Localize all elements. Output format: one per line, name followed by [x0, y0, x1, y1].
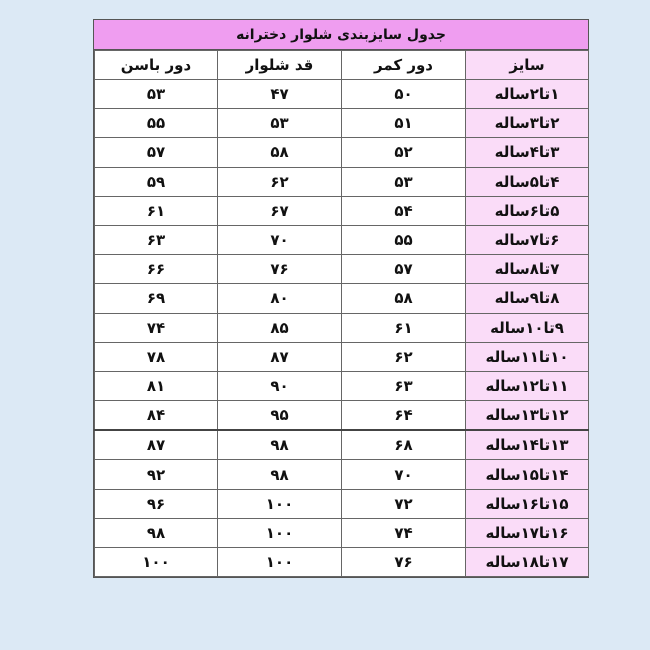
- header-row: [95, 51, 589, 80]
- waist-cell: ۵۳: [342, 167, 466, 196]
- hip-cell: ۸۷: [95, 430, 218, 460]
- length-cell: ۸۰: [218, 284, 342, 313]
- table-row: [95, 401, 589, 431]
- hip-cell: ۵۵: [95, 109, 218, 138]
- table-row: [95, 430, 589, 460]
- hip-cell: ۶۹: [95, 284, 218, 313]
- hip-cell: ۹۸: [95, 518, 218, 547]
- size-cell: ۱۱تا۱۲ساله: [466, 371, 589, 400]
- size-cell: ۱۴تا۱۵ساله: [466, 460, 589, 489]
- length-cell: ۹۵: [218, 401, 342, 431]
- hip-cell: ۹۲: [95, 460, 218, 489]
- table-row: [95, 371, 589, 400]
- header-length: قد شلوار: [218, 51, 342, 80]
- table-row: [95, 196, 589, 225]
- table-row: [95, 489, 589, 518]
- length-cell: ۱۰۰: [218, 548, 342, 577]
- hip-cell: ۵۷: [95, 138, 218, 167]
- hip-cell: ۶۱: [95, 196, 218, 225]
- length-cell: ۶۲: [218, 167, 342, 196]
- table-row: [95, 548, 589, 577]
- size-cell: ۱۳تا۱۴ساله: [466, 430, 589, 460]
- size-cell: ۹تا۱۰ساله: [466, 313, 589, 342]
- header-waist: دور کمر: [342, 51, 466, 80]
- hip-cell: ۶۶: [95, 255, 218, 284]
- waist-cell: ۷۴: [342, 518, 466, 547]
- table-row: [95, 313, 589, 342]
- table-row: [95, 342, 589, 371]
- length-cell: ۹۸: [218, 460, 342, 489]
- length-cell: ۷۰: [218, 225, 342, 254]
- table-title: جدول سایزبندی شلوار دخترانه: [94, 20, 588, 50]
- hip-cell: ۶۳: [95, 225, 218, 254]
- hip-cell: ۱۰۰: [95, 548, 218, 577]
- table-row: [95, 225, 589, 254]
- table-row: [95, 460, 589, 489]
- size-cell: ۱۷تا۱۸ساله: [466, 548, 589, 577]
- size-table: [94, 50, 589, 577]
- size-cell: ۱۶تا۱۷ساله: [466, 518, 589, 547]
- waist-cell: ۵۷: [342, 255, 466, 284]
- hip-cell: ۵۳: [95, 80, 218, 109]
- table-row: [95, 284, 589, 313]
- length-cell: ۱۰۰: [218, 489, 342, 518]
- waist-cell: ۷۶: [342, 548, 466, 577]
- length-cell: ۸۵: [218, 313, 342, 342]
- size-cell: ۷تا۸ساله: [466, 255, 589, 284]
- size-cell: ۳تا۴ساله: [466, 138, 589, 167]
- hip-cell: ۹۶: [95, 489, 218, 518]
- size-cell: ۱۲تا۱۳ساله: [466, 401, 589, 431]
- size-cell: ۱۰تا۱۱ساله: [466, 342, 589, 371]
- waist-cell: ۵۱: [342, 109, 466, 138]
- waist-cell: ۷۲: [342, 489, 466, 518]
- length-cell: ۵۸: [218, 138, 342, 167]
- table-row: [95, 80, 589, 109]
- length-cell: ۸۷: [218, 342, 342, 371]
- table-row: [95, 109, 589, 138]
- length-cell: ۹۸: [218, 430, 342, 460]
- waist-cell: ۵۰: [342, 80, 466, 109]
- size-cell: ۶تا۷ساله: [466, 225, 589, 254]
- length-cell: ۹۰: [218, 371, 342, 400]
- waist-cell: ۵۲: [342, 138, 466, 167]
- waist-cell: ۵۵: [342, 225, 466, 254]
- waist-cell: ۶۳: [342, 371, 466, 400]
- length-cell: ۶۷: [218, 196, 342, 225]
- size-cell: ۱۵تا۱۶ساله: [466, 489, 589, 518]
- hip-cell: ۷۸: [95, 342, 218, 371]
- hip-cell: ۸۱: [95, 371, 218, 400]
- hip-cell: ۸۴: [95, 401, 218, 431]
- size-cell: ۱تا۲ساله: [466, 80, 589, 109]
- waist-cell: ۶۱: [342, 313, 466, 342]
- header-size: سایز: [466, 51, 589, 80]
- length-cell: ۷۶: [218, 255, 342, 284]
- table-row: [95, 167, 589, 196]
- waist-cell: ۵۴: [342, 196, 466, 225]
- table-row: [95, 518, 589, 547]
- size-cell: ۸تا۹ساله: [466, 284, 589, 313]
- hip-cell: ۷۴: [95, 313, 218, 342]
- size-cell: ۵تا۶ساله: [466, 196, 589, 225]
- waist-cell: ۶۴: [342, 401, 466, 431]
- header-hip: دور باسن: [95, 51, 218, 80]
- length-cell: ۵۳: [218, 109, 342, 138]
- size-cell: ۴تا۵ساله: [466, 167, 589, 196]
- waist-cell: ۷۰: [342, 460, 466, 489]
- waist-cell: ۶۸: [342, 430, 466, 460]
- length-cell: ۴۷: [218, 80, 342, 109]
- size-cell: ۲تا۳ساله: [466, 109, 589, 138]
- hip-cell: ۵۹: [95, 167, 218, 196]
- waist-cell: ۵۸: [342, 284, 466, 313]
- waist-cell: ۶۲: [342, 342, 466, 371]
- table-row: [95, 255, 589, 284]
- length-cell: ۱۰۰: [218, 518, 342, 547]
- table-row: [95, 138, 589, 167]
- size-chart: [93, 19, 589, 578]
